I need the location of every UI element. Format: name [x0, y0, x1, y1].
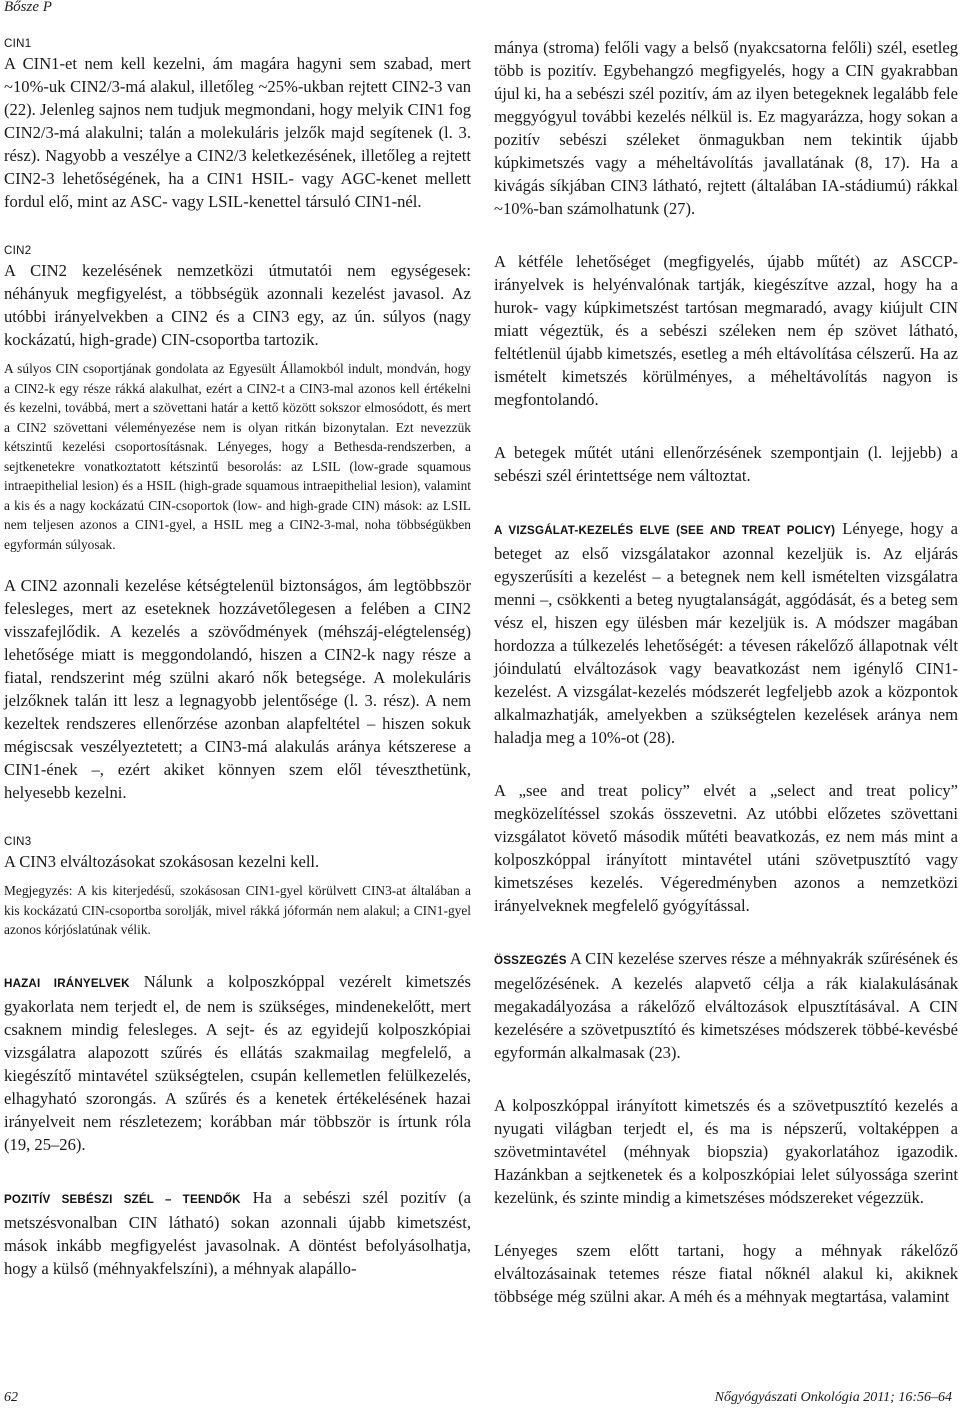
text-see-and-treat: Lényege, hogy a beteget az első vizsgálatakor azonnal kezeljük is. Az eljárás egyszerűsíti a kezelést – a betegnek nem kell ismételten vizsgálatra menni –, csökkenti a beteg nyugtalanságát, aggódását, és a beteg sem vész el, hiszen egy ülésben már kezeljük is. A módszer magában hordozza a túlkezelés lehetőségét: a tévesen rákelőző állapotnak vélt jóindulatú elváltozások vagy beavatkozást nem igénylő CIN1-kezelést. A vizsgálat-kezelés módszerét legfeljebb azok a központok alkalmazhatják, amelyekben a szükségtelen kezelések aránya nem haladja meg a 10%-ot (28). — [494, 519, 959, 747]
paragraph-followup: A betegek műtét utáni ellenőrzésének szempontjain (l. lejjebb) a sebészi szél érintettsége nem változtat. — [494, 443, 958, 485]
paragraph-hazai-iranyelvek — [4, 970, 471, 1156]
section-label-cin2: CIN2 — [4, 245, 32, 257]
paragraph-continuation: mánya (stroma) felőli vagy a belső (nyakcsatorna felőli) szél, esetleg több is pozitív. Egybehangzó megfigyelés, hogy a CIN gyakrabban újul ki, ha a sebészi szél pozitív, ám az ilyen betegeknek legalább fele meggyógyul további kezelés nélkül is. Ez magyarázza, hogy sokan a pozitív sebészi széleket önmagukban nem tekintik újabb kúpkimetszés vagy a méheltávolítás javallatának (8, 17). Ha a kivágás síkjában CIN3 látható, rejtett (általában IA-stádiumú) rákkal ~10%-ban számolhatunk (27). — [494, 38, 958, 218]
heading-hazai-iranyelvek: HAZAI IRÁNYELVEK — [4, 976, 130, 990]
paragraph-cin3: A CIN3 elváltozásokat szokásosan kezelni kell. — [4, 852, 320, 871]
paragraph-kolposzkopia: A kolposzkóppal irányított kimetszés és a szövetpusztító kezelés a nyugati világban terjedt el, és ma is népszerű, voltaképpen a szövetmintavétel (méhnyak biopszia) gyakorlatához igazodik. Hazánkban a sejtkenetek és a kolposzkópiai lelet súlyossága szerint kezelünk, és szinte mindig a kimetszéses módszereket végezzük. — [494, 1096, 958, 1207]
section-label-cin3: CIN3 — [4, 836, 32, 848]
paragraph-pozitiv-sebeszi-szel — [4, 1186, 471, 1280]
text-osszegzes: A CIN kezelése szerves része a méhnyakrák szűrésének és megelőzésének. A kezelés alapvető célja a rák kialakulásának megakadályozása a rákelőző elváltozások elpusztításával. A CIN kezelésére a szövetpusztító és kimetszéses módszerek többé-kevésbé egyformán alkalmasak (23). — [494, 949, 958, 1062]
paragraph-cin1: A CIN1-et nem kell kezelni, ám magára hagyni sem szabad, mert ~10%-uk CIN2/3-má alakul, illetőleg ~25%-ukban rejtett CIN2-3 van (22). Jelenleg sajnos nem tudjuk megmondani, hogy melyik CIN1 fog CIN2/3-má alakulni; talán a molekuláris jelzők majd segítenek (l. 3. rész). Nagyobb a veszélye a CIN2/3 keletkezésének, illetőleg a rejtett CIN2-3 lehetőségének, ha a CIN1 HSIL- vagy AGC-kenet mellett fordul elő, mint az ASC- vagy LSIL-kenettel társuló CIN1-nél. — [4, 54, 471, 211]
page-number: 62 — [4, 1390, 18, 1405]
paragraph-asccp: A kétféle lehetőséget (megfigyelés, újabb műtét) az ASCCP-irányelvek is helyénvalónak tartják, kiegészítve azzal, hogy ha a hurok- vagy kúpkimetszést tartósan megmaradó, avagy kiújult CIN miatt végeztük, és a sebészi széleken nem ép szövet látható, feltétlenül újabb kimetszés, esetleg a méh eltávolítása célszerű. Ha az ismételt kimetszés körülményes, a méheltávolítás nagyon is megfontolandó. — [494, 252, 958, 409]
section-label-cin1: CIN1 — [4, 38, 32, 50]
right-column — [494, 36, 958, 1308]
note-cin3-small-print: Megjegyzés: A kis kiterjedésű, szokásosan CIN1-gyel körülvett CIN3-at általában a kis kockázatú CIN-csoportba sorolják, mivel rákká jóformán nem alakul; a CIN1-gyel azonos kórjóslatúnak vélik. — [4, 883, 471, 937]
text-pozitiv-sebeszi-szel: Ha a sebészi szél pozitív (a metszésvonalban CIN látható) sokan azonnali újabb kimetszést, mások inkább megfigyelést javasolnak. A döntést befolyásolhatja, hogy a külső (méhnyakfelszíni), a méhnyak alapállo- — [4, 1187, 472, 1278]
running-header-author: Bősze P — [4, 0, 52, 15]
text-hazai-iranyelvek: Nálunk a kolposzkóppal vezérelt kimetszés gyakorlata nem terjedt el, de nem is szükséges, mindenekelőtt, mert csaknem mindig felesleges. A sejt- és az egyidejű kolposzkópiai vizsgálatra alapozott szűrés és ellátás szakmailag megfelelő, a kiegészítő mintavétel szükségtelen, csupán kellemetlen felülkezelés, elhagyható szorongás. A szűrés és a kenetek értékelésének hazai irányelveit nem részletezem; korábban már többször is írtunk róla (19, 25–26). — [4, 971, 471, 1154]
heading-pozitiv-sebeszi-szel: POZITÍV SEBÉSZI SZÉL – TEENDŐK — [4, 1192, 241, 1206]
heading-see-and-treat: A VIZSGÁLAT-KEZELÉS ELVE (SEE AND TREAT POLICY) — [494, 524, 836, 537]
heading-osszegzes: ÖSSZEGZÉS — [494, 954, 567, 967]
note-cin2-small-print: A súlyos CIN csoportjának gondolata az Egyesült Államokból indult, mondván, hogy a CIN2-k egy része rákká alakulhat, ezért a CIN2-t a CIN3-mal azonos kell értékelni és kezelni, továbbá, mert a szövettani határ a kettő között sokszor elmosódott, és mert a CIN2 szövettani véleményezése nem is olyan ritkán bizonytalan. Ezt nevezzük kétszintű kezelési csoportosításnak. Lényeges, hogy a Bethesda-rendszerben, a sejtkenetekre vonatkoztatott kétszintű besorolás: az LSIL (low-grade squamous intraepithelial lesion) és a HSIL (high-grade squamous intraepithelial lesion), valamint a kis és a nagy kockázatú CIN-csoportok (low- and high-grade CIN) mások: az LSIL nem teljesen azonos a CIN1-gyel, a HSIL meg a CIN2-3-mal, noha többségükben egyformán súlyosak. — [4, 361, 471, 552]
paragraph-select-and-treat: A „see and treat policy” elvét a „select and treat policy” megközelítéssel szokás összevetni. Az utóbbi előzetes szövettani vizsgálatot követő második műtéti beavatkozás, ez nem más mint a kolposzkóppal irányított mintavétel utáni szövetpusztító vagy kimetszéses kezelés. Végeredményben azonos a nemzetközi irányelveknek megfelelő gyógyítással. — [494, 781, 958, 915]
left-column — [4, 36, 471, 1280]
paragraph-fiatal-nok: Lényeges szem előtt tartani, hogy a méhnyak rákelőző elváltozásainak tetemes része fiatal nőknél alakul ki, akiknek többsége még szülni akar. A méh és a méhnyak megtartása, valamint — [494, 1241, 958, 1306]
paragraph-cin2-treatment: A CIN2 azonnali kezelése kétségtelenül biztonságos, ám legtöbbször felesleges, mert az eseteknek hozzávetőlegesen a felében a CIN2 visszafejlődik. A kezelés a szövődmények (méhszáj-elégtelenség) lehetősége miatt is meggondolandó, hiszen a CIN2-k nagy része a fiatal, rendszerint még szülni akaró nők betegsége. A molekuláris jelzőknek talán itt lesz a legnagyobb jelentősége (l. 3. rész). A nem kezeltek rendszeres ellenőrzése azonban alapfeltétel – hiszen sokuk mégiscsak veszélyeztetett; a CIN3-má alakulás aránya kétszerese a CIN1-ének –, ezért akiket könnyen szem elől téveszthetünk, helyesebb kezelni. — [4, 576, 471, 802]
paragraph-see-and-treat — [494, 517, 958, 749]
journal-citation: Nőgyógyászati Onkológia 2011; 16:56–64 — [714, 1390, 952, 1405]
paragraph-osszegzes — [494, 947, 958, 1064]
paragraph-cin2: A CIN2 kezelésének nemzetközi útmutatói nem egységesek: néhányuk megfigyelést, a többségük azonnali kezelést javasol. Az utóbbi irányelvekben a CIN2 és a CIN3 egy, az ún. súlyos (nagy kockázatú, high-grade) CIN-csoportba tartozik. — [4, 261, 471, 349]
